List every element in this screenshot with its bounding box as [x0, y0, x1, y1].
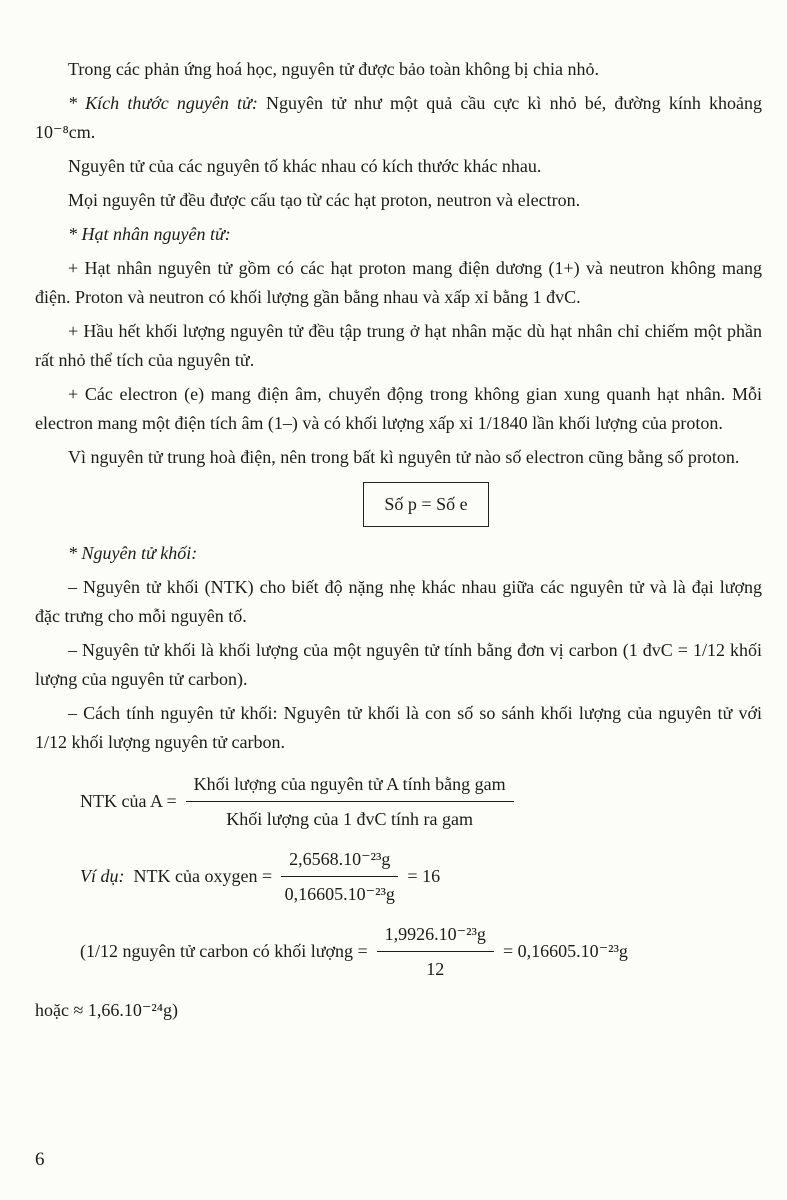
paragraph-electron: + Các electron (e) mang điện âm, chuyển động trong không gian xung quanh hạt nhân. Mỗi electron mang một điện tích âm (1–) và có khối lượng xấp xỉ 1/1840 lần khối lượng của proton.	[35, 384, 762, 433]
formula-result: = 0,16605.10⁻²³g	[502, 941, 628, 961]
italic-lead-vi-du: Ví dụ:	[80, 866, 125, 886]
fraction	[377, 921, 494, 982]
italic-heading: * Hạt nhân nguyên tử:	[68, 224, 231, 244]
paragraph-mass-concentration: + Hầu hết khối lượng nguyên tử đều tập trung ở hạt nhân mặc dù hạt nhân chỉ chiếm một phần rất nhỏ thể tích của nguyên tử.	[35, 321, 762, 370]
paragraph-conservation: Trong các phản ứng hoá học, nguyên tử được bảo toàn không bị chia nhỏ.	[68, 59, 600, 79]
formula-lhs: NTK của oxygen =	[133, 866, 273, 886]
formula-ntk-general	[80, 771, 762, 832]
fraction-denominator: 12	[426, 959, 445, 979]
italic-lead-kich-thuoc: * Kích thước nguyên tử:	[68, 93, 258, 113]
fraction-numerator: Khối lượng của nguyên tử A tính bằng gam	[186, 771, 514, 802]
paragraph-nucleus: + Hạt nhân nguyên tử gồm có các hạt proton mang điện dương (1+) và neutron không mang điện. Proton và neutron có khối lượng gần bằng nhau và xấp xỉ bằng 1 đvC.	[35, 258, 762, 307]
formula-result: = 16	[407, 866, 441, 886]
fraction-denominator: 0,16605.10⁻²³g	[284, 884, 395, 904]
fraction-numerator: 2,6568.10⁻²³g	[281, 846, 398, 877]
page-number: 6	[35, 1149, 45, 1170]
formula-box: Số p = Số e	[363, 482, 488, 527]
paragraph-size-difference: Nguyên tử của các nguyên tố khác nhau có kích thước khác nhau.	[68, 156, 542, 176]
formula-carbon-mass	[80, 921, 762, 982]
paragraph-particles: Mọi nguyên tử đều được cấu tạo từ các hạt proton, neutron và electron.	[68, 190, 581, 210]
paragraph-ntk-calculation: – Cách tính nguyên tử khối: Nguyên tử khối là con số so sánh khối lượng của nguyên tử với 1/12 khối lượng nguyên tử carbon.	[35, 703, 762, 752]
paragraph-ntk-carbon-unit: – Nguyên tử khối là khối lượng của một nguyên tử tính bằng đơn vị carbon (1 đvC = 1/12 khối lượng của nguyên tử carbon).	[35, 640, 762, 689]
fraction	[186, 771, 514, 832]
formula-lhs: NTK của A =	[80, 791, 177, 811]
formula-lhs: (1/12 nguyên tử carbon có khối lượng =	[80, 941, 368, 961]
fraction	[281, 846, 398, 907]
formula-oxygen-example	[80, 846, 762, 907]
formula-carbon-mass-continuation: hoặc ≈ 1,66.10⁻²⁴g)	[35, 1000, 179, 1020]
paragraph-neutral-charge: Vì nguyên tử trung hoà điện, nên trong bất kì nguyên tử nào số electron cũng bằng số proton.	[68, 447, 740, 467]
formula-box-row	[35, 482, 762, 527]
paragraph-ntk-definition: – Nguyên tử khối (NTK) cho biết độ nặng nhẹ khác nhau giữa các nguyên tử và là đại lượng đặc trưng cho mỗi nguyên tố.	[35, 577, 762, 626]
fraction-numerator: 1,9926.10⁻²³g	[377, 921, 494, 952]
heading-hat-nhan	[35, 220, 762, 249]
italic-heading: * Nguyên tử khối:	[68, 543, 198, 563]
paragraph-text: Nguyên tử như một quả cầu cực kì nhỏ bé, đường kính khoảng 10⁻⁸cm.	[35, 93, 762, 142]
heading-nguyen-tu-khoi	[35, 539, 762, 568]
fraction-denominator: Khối lượng của 1 đvC tính ra gam	[226, 809, 474, 829]
paragraph-atom-size	[35, 89, 762, 147]
